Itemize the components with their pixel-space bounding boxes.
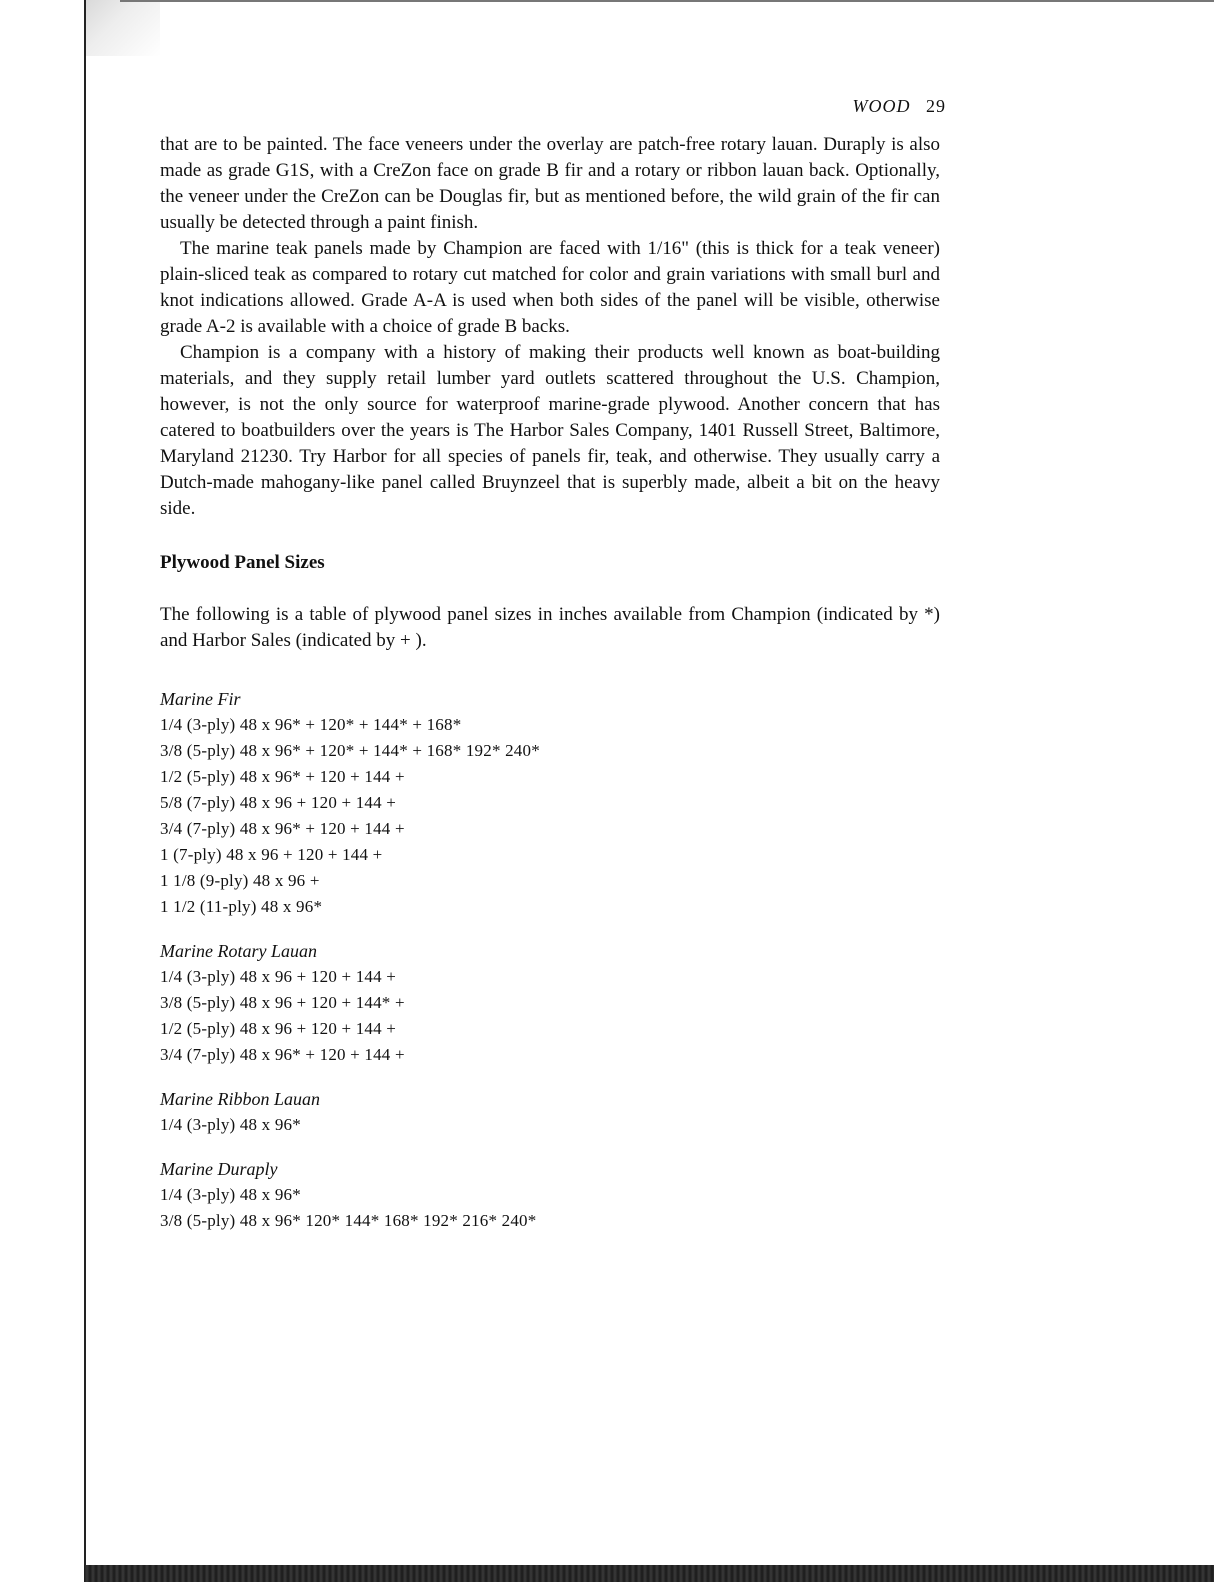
table-title: Marine Duraply <box>160 1159 278 1179</box>
table-row: 3/4 (7-ply) 48 x 96* + 120 + 144 + <box>160 819 405 838</box>
table-row: 3/8 (5-ply) 48 x 96* + 120* + 144* + 168* 192* 240* <box>160 741 540 760</box>
table-row: 1/4 (3-ply) 48 x 96* <box>160 1115 301 1134</box>
size-table-marine-fir <box>160 686 940 920</box>
table-row: 1/4 (3-ply) 48 x 96* + 120* + 144* + 168* <box>160 715 462 734</box>
size-table-marine-ribbon-lauan <box>160 1086 940 1138</box>
table-row: 1/2 (5-ply) 48 x 96 + 120 + 144 + <box>160 1019 397 1038</box>
page-body <box>160 132 940 1234</box>
table-row: 3/8 (5-ply) 48 x 96* 120* 144* 168* 192* 216* 240* <box>160 1211 537 1230</box>
page-top-edge <box>120 0 1214 2</box>
size-table-marine-rotary-lauan <box>160 938 940 1068</box>
table-title: Marine Ribbon Lauan <box>160 1089 320 1109</box>
paragraph-champion: Champion is a company with a history of making their products well known as boat-building materials, and they supply retail lumber yard outlets scattered throughout the U.S. Champion, however, is not the only source for waterproof marine-grade plywood. Another concern that has catered to boatbuilders over the years is The Harbor Sales Company, 1401 Russell Street, Baltimore, Maryland 21230. Try Harbor for all species of panels fir, teak, and otherwise. They usually carry a Dutch-made mahogany-like panel called Bruynzeel that is superbly made, albeit a bit on the heavy side. <box>160 342 940 519</box>
size-table-marine-duraply <box>160 1156 940 1234</box>
table-row: 5/8 (7-ply) 48 x 96 + 120 + 144 + <box>160 793 397 812</box>
running-head <box>853 96 947 117</box>
table-row: 1/4 (3-ply) 48 x 96* <box>160 1185 301 1204</box>
paragraph-continued: that are to be painted. The face veneers under the overlay are patch-free rotary lauan. Duraply is also made as grade G1S, with a CreZon face on grade B fir and a rotary or ribbon lauan back. Optionally, the veneer under the CreZon can be Douglas fir, but as mentioned before, the wild grain of the fir can usually be detected through a paint finish. <box>160 134 940 233</box>
table-row: 1/2 (5-ply) 48 x 96* + 120 + 144 + <box>160 767 405 786</box>
page-number: 29 <box>926 96 946 116</box>
table-title: Marine Fir <box>160 689 241 709</box>
scan-corner-shadow <box>84 0 160 56</box>
section-intro: The following is a table of plywood panel sizes in inches available from Champion (indicated by *) and Harbor Sales (indicated by + ). <box>160 604 940 651</box>
table-row: 1 1/2 (11-ply) 48 x 96* <box>160 897 323 916</box>
page-left-edge <box>84 0 86 1565</box>
paragraph-teak: The marine teak panels made by Champion are faced with 1/16" (this is thick for a teak veneer) plain-sliced teak as compared to rotary cut matched for color and grain variations with small burl and knot indications allowed. Grade A-A is used when both sides of the panel will be visible, otherwise grade A-2 is available with a choice of grade B backs. <box>160 238 940 337</box>
table-title: Marine Rotary Lauan <box>160 941 317 961</box>
table-row: 3/4 (7-ply) 48 x 96* + 120 + 144 + <box>160 1045 405 1064</box>
page-bottom-edge <box>84 1565 1214 1582</box>
table-row: 1 1/8 (9-ply) 48 x 96 + <box>160 871 320 890</box>
running-title: WOOD <box>852 96 911 116</box>
table-row: 3/8 (5-ply) 48 x 96 + 120 + 144* + <box>160 993 405 1012</box>
section-heading: Plywood Panel Sizes <box>160 552 325 573</box>
table-row: 1 (7-ply) 48 x 96 + 120 + 144 + <box>160 845 383 864</box>
table-row: 1/4 (3-ply) 48 x 96 + 120 + 144 + <box>160 967 397 986</box>
